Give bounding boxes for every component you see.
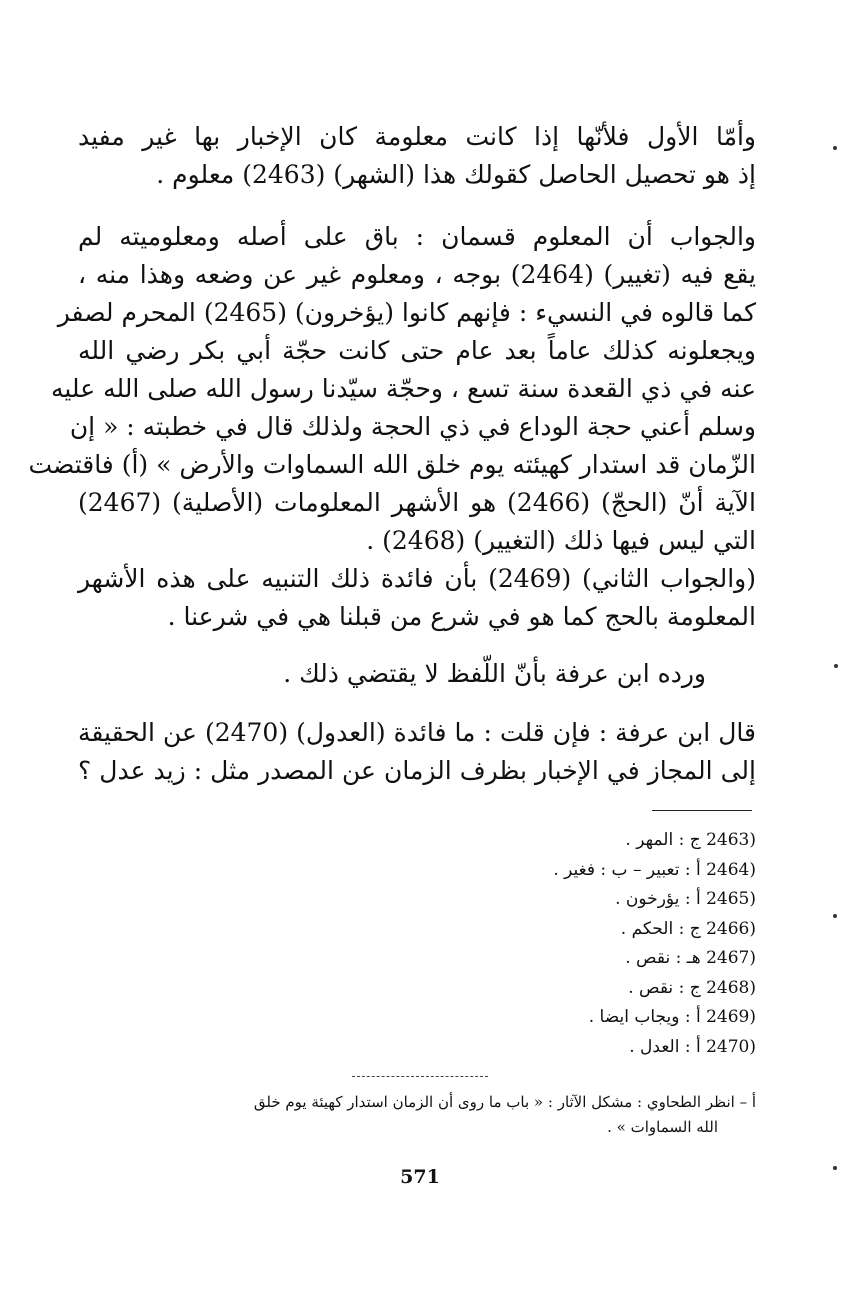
text-line: وسلم أعني حجة الوداع في ذي الحجة ولذلك قال في خطبته : « إن [69, 412, 756, 441]
footnote-separator [652, 810, 752, 811]
scan-speck [833, 1166, 837, 1170]
footnote-item [420, 915, 756, 945]
scan-speck [833, 146, 837, 150]
footnote-text: ج : الحكم . [620, 918, 701, 939]
footnote-number: (2467 [706, 948, 756, 968]
text-line: ويجعلونه كذلك عاماً بعد عام حتى كانت حجّة أبي بكر رضي الله [78, 336, 756, 365]
text-line: إلى المجاز في الإخبار بظرف الزمان عن المصدر مثل : زيد عدل ؟ [78, 756, 756, 785]
reference-line: أ – انظر الطحاوي : مشكل الآثار : « باب ما روى أن الزمان استدار كهيئة يوم خلق [253, 1093, 756, 1111]
footnote-text: أ : تعبير – ب : فغير . [553, 859, 701, 880]
footnote-item [420, 885, 756, 915]
footnote-item [420, 1003, 756, 1033]
footnote-item [420, 974, 756, 1004]
footnote-text: هـ : نقص . [625, 948, 701, 968]
footnotes-list [420, 826, 756, 1062]
reference-line: الله السماوات » . [607, 1118, 718, 1136]
text-line: والجواب أن المعلوم قسمان : باق على أصله ومعلوميته لم [78, 222, 756, 251]
text-line: إذ هو تحصيل الحاصل كقولك هذا (الشهر) (2463) معلوم . [156, 160, 756, 189]
text-line: الزّمان قد استدار كهيئته يوم خلق الله السماوات والأرض » (أ) فاقتضت [28, 450, 756, 479]
paragraph-4 [78, 655, 756, 693]
paragraph-3 [78, 560, 756, 636]
footnote-item [420, 1033, 756, 1063]
reference-separator [352, 1076, 488, 1077]
footnote-item [420, 856, 756, 886]
scan-speck [833, 914, 837, 918]
paragraph-5 [78, 714, 756, 790]
footnote-item [420, 944, 756, 974]
footnote-number: (2469 [706, 1007, 756, 1027]
text-line: التي ليس فيها ذلك (التغيير) (2468) . [366, 526, 756, 555]
text-line: الآية أنّ (الحجّ) (2466) هو الأشهر المعلومات (الأصلية) (2467) [78, 488, 757, 517]
text-line: عنه في ذي القعدة سنة تسع ، وحجّة سيّدنا رسول الله صلى الله عليه [50, 374, 756, 403]
text-line: قال ابن عرفة : فإن قلت : ما فائدة (العدول) (2470) عن الحقيقة [78, 718, 756, 747]
text-line: ورده ابن عرفة بأنّ اللّفظ لا يقتضي ذلك . [283, 659, 706, 688]
text-line: المعلومة بالحج كما هو في شرع من قبلنا هي في شرعنا . [167, 602, 756, 631]
paragraph-2 [28, 218, 757, 560]
footnote-number: (2466 [706, 918, 756, 939]
footnote-text: أ : يؤرخون . [615, 889, 701, 909]
text-line: كما قالوه في النسيء : فإنهم كانوا (يؤخرون) (2465) المحرم لصفر [57, 298, 756, 327]
footnote-number: (2470 [706, 1036, 756, 1057]
page-number: 571 [400, 1166, 440, 1188]
footnote-number: (2468 [706, 977, 756, 998]
paragraph-1 [78, 118, 756, 194]
footnote-number: (2464 [706, 859, 756, 880]
footnote-text: أ : العدل . [629, 1036, 701, 1057]
footnote-item [420, 826, 756, 856]
footnote-number: (2463 [706, 830, 756, 850]
footnote-text: ج : المهر . [625, 830, 701, 850]
footnote-text: أ : ويجاب ايضا . [588, 1007, 701, 1027]
footnote-number: (2465 [706, 889, 756, 909]
reference-note [92, 1090, 756, 1140]
text-line: (والجواب الثاني) (2469) بأن فائدة ذلك التنبيه على هذه الأشهر [78, 564, 756, 593]
footnote-text: ج : نقص . [628, 977, 701, 998]
text-line: يقع فيه (تغيير) (2464) بوجه ، ومعلوم غير عن وضعه وهذا منه ، [78, 260, 756, 289]
scan-speck [834, 664, 838, 668]
text-line: وأمّا الأول فلأنّها إذا كانت معلومة كان الإخبار بها غير مفيد [78, 122, 756, 151]
